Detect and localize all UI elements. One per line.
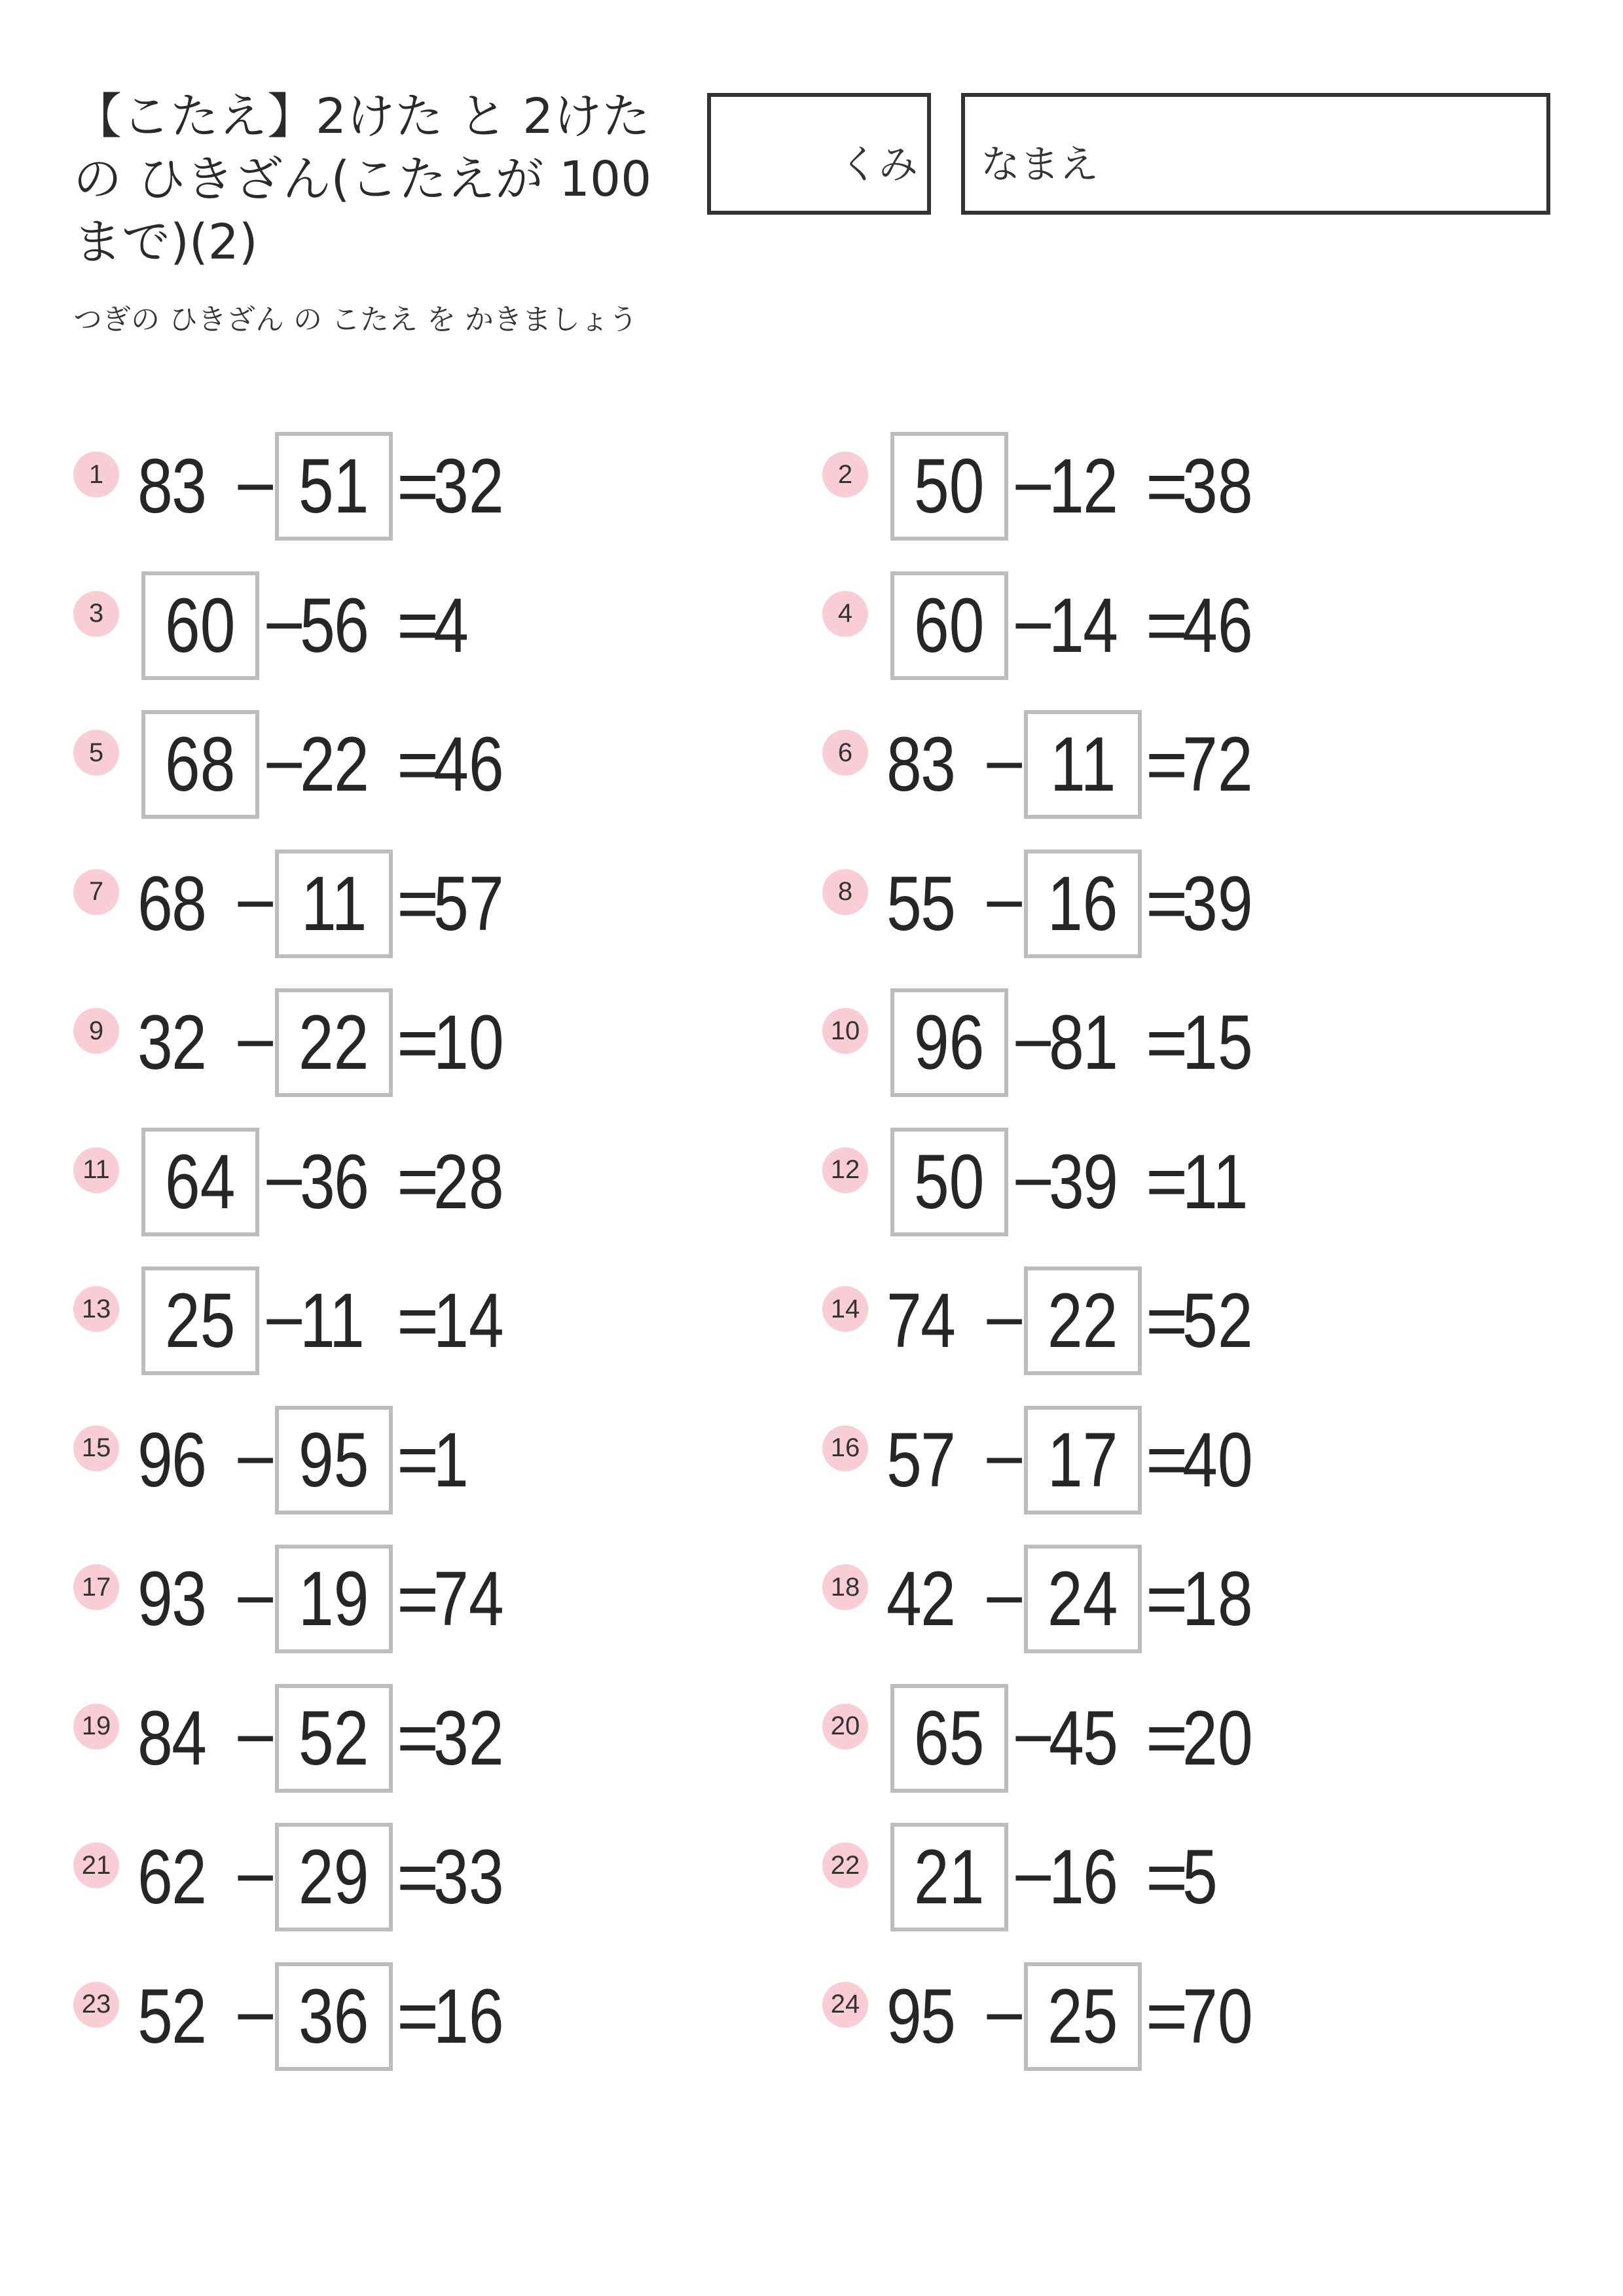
problem-number-badge: 21 <box>73 1842 119 1888</box>
equals-sign: = <box>1146 1976 1188 2056</box>
problem-row <box>73 710 519 819</box>
equals-sign: = <box>397 1141 439 1222</box>
subtrahend: 81 <box>1049 999 1118 1086</box>
difference: 18 <box>1182 1556 1253 1642</box>
answer-value: 51 <box>299 443 369 529</box>
minuend: 32 <box>137 999 206 1086</box>
equals-sign: = <box>1146 1420 1188 1500</box>
minus-sign: − <box>234 1837 277 1918</box>
equals-sign: = <box>1146 1837 1188 1918</box>
answer-value: 65 <box>914 1695 985 1782</box>
problem-row <box>822 1684 1268 1793</box>
problem-number-badge: 6 <box>822 730 868 776</box>
class-label: くみ <box>839 142 918 188</box>
answer-box[interactable] <box>275 1684 393 1793</box>
answer-value: 60 <box>165 582 236 669</box>
subtrahend: 22 <box>300 721 369 808</box>
problem-number-badge: 4 <box>822 591 868 637</box>
problem-row <box>822 571 1268 680</box>
minuend: 52 <box>137 1973 206 2060</box>
difference: 72 <box>1182 721 1253 808</box>
subtrahend: 14 <box>1049 582 1118 669</box>
difference: 14 <box>433 1278 504 1364</box>
answer-value: 16 <box>1048 860 1118 947</box>
answer-box[interactable] <box>890 1684 1008 1793</box>
problem-number-badge: 16 <box>822 1426 868 1471</box>
problem-row <box>822 1406 1268 1515</box>
minuend: 62 <box>137 1834 206 1920</box>
minuend: 96 <box>137 1416 206 1503</box>
problem-number-badge: 15 <box>73 1426 119 1471</box>
problem-number-badge: 17 <box>73 1564 119 1610</box>
problem-row <box>73 1684 519 1793</box>
problem-number-badge: 14 <box>822 1286 868 1332</box>
problem-number-badge: 12 <box>822 1147 868 1193</box>
problem-number-badge: 18 <box>822 1564 868 1610</box>
problem-row <box>73 432 519 541</box>
answer-box[interactable] <box>141 1266 259 1375</box>
difference: 46 <box>433 721 504 808</box>
subtrahend: 45 <box>1049 1695 1118 1782</box>
problem-row <box>822 1962 1268 2071</box>
problem-number-badge: 5 <box>73 730 119 776</box>
difference: 52 <box>1182 1278 1253 1364</box>
answer-value: 21 <box>914 1834 985 1920</box>
problem-row <box>73 850 519 958</box>
name-label: なまえ <box>981 142 1099 188</box>
minuend: 93 <box>137 1556 206 1642</box>
answer-box[interactable] <box>890 1128 1008 1236</box>
answer-box[interactable] <box>1024 1545 1142 1653</box>
minus-sign: − <box>983 1420 1026 1500</box>
minuend: 83 <box>137 443 206 529</box>
problem-row <box>73 1962 519 2071</box>
answer-value: 52 <box>299 1695 369 1782</box>
difference: 33 <box>433 1834 504 1920</box>
equals-sign: = <box>1146 585 1188 666</box>
minus-sign: − <box>1012 1002 1055 1083</box>
difference: 1 <box>433 1416 469 1503</box>
problem-row <box>822 988 1268 1097</box>
minuend: 55 <box>886 860 955 947</box>
subtrahend: 16 <box>1049 1834 1118 1920</box>
answer-value: 50 <box>914 443 985 529</box>
difference: 15 <box>1182 999 1253 1086</box>
answer-value: 64 <box>165 1138 236 1225</box>
answer-box[interactable] <box>890 432 1008 541</box>
equals-sign: = <box>397 1837 439 1918</box>
answer-box[interactable] <box>1024 1266 1142 1375</box>
minus-sign: − <box>983 1280 1026 1361</box>
difference: 39 <box>1182 860 1253 947</box>
equals-sign: = <box>397 585 439 666</box>
problem-number-badge: 9 <box>73 1008 119 1054</box>
problem-number-badge: 2 <box>822 452 868 497</box>
equals-sign: = <box>1146 1002 1188 1083</box>
equals-sign: = <box>1146 1558 1188 1640</box>
difference: 28 <box>433 1138 504 1225</box>
minus-sign: − <box>234 1420 277 1500</box>
answer-value: 60 <box>914 582 985 669</box>
answer-box[interactable] <box>141 710 259 819</box>
instructions: つぎの ひきざん の こたえ を かきましょう <box>73 303 638 336</box>
difference: 70 <box>1182 1973 1253 2060</box>
minus-sign: − <box>983 863 1026 944</box>
equals-sign: = <box>1146 724 1188 805</box>
difference: 20 <box>1182 1695 1253 1782</box>
answer-value: 11 <box>1049 721 1116 808</box>
equals-sign: = <box>1146 863 1188 944</box>
subtrahend: 11 <box>300 1278 364 1364</box>
minus-sign: − <box>263 724 306 805</box>
problem-number-badge: 24 <box>822 1982 868 2028</box>
answer-value: 96 <box>914 999 985 1086</box>
subtrahend: 39 <box>1049 1138 1118 1225</box>
minus-sign: − <box>263 1280 306 1361</box>
answer-value: 25 <box>1048 1973 1118 2060</box>
problem-row <box>822 1128 1263 1236</box>
difference: 4 <box>433 582 469 669</box>
minus-sign: − <box>234 1002 277 1083</box>
answer-box[interactable] <box>275 1545 393 1653</box>
equals-sign: = <box>397 724 439 805</box>
problem-row <box>73 1823 519 1931</box>
difference: 74 <box>433 1556 504 1642</box>
problem-number-badge: 13 <box>73 1286 119 1332</box>
minuend: 68 <box>137 860 206 947</box>
minus-sign: − <box>983 724 1026 805</box>
minus-sign: − <box>1012 1698 1055 1778</box>
difference: 57 <box>433 860 504 947</box>
equals-sign: = <box>1146 1141 1188 1222</box>
problem-row <box>73 1266 519 1375</box>
problem-number-badge: 7 <box>73 869 119 915</box>
equals-sign: = <box>397 446 439 527</box>
answer-value: 24 <box>1048 1556 1118 1642</box>
problem-number-badge: 3 <box>73 591 119 637</box>
equals-sign: = <box>397 1558 439 1640</box>
minus-sign: − <box>983 1558 1026 1640</box>
equals-sign: = <box>1146 1698 1188 1778</box>
problem-row <box>822 1823 1226 1931</box>
answer-box[interactable] <box>275 432 393 541</box>
subtrahend: 36 <box>300 1138 369 1225</box>
answer-box[interactable] <box>275 1823 393 1931</box>
answer-value: 17 <box>1048 1416 1118 1503</box>
answer-box[interactable] <box>275 988 393 1097</box>
minus-sign: − <box>234 1558 277 1640</box>
problem-row <box>822 1266 1268 1375</box>
problem-row <box>73 1406 477 1515</box>
difference: 5 <box>1182 1834 1218 1920</box>
answer-box[interactable] <box>1024 710 1142 819</box>
minus-sign: − <box>1012 1837 1055 1918</box>
minus-sign: − <box>1012 1141 1055 1222</box>
difference: 16 <box>433 1973 504 2060</box>
answer-box[interactable] <box>141 571 259 680</box>
minus-sign: − <box>263 1141 306 1222</box>
difference: 46 <box>1182 582 1253 669</box>
minus-sign: − <box>234 1976 277 2056</box>
difference: 32 <box>433 443 504 529</box>
answer-box[interactable] <box>890 1823 1008 1931</box>
answer-value: 25 <box>165 1278 236 1364</box>
equals-sign: = <box>397 1976 439 2056</box>
minus-sign: − <box>234 1698 277 1778</box>
problem-number-badge: 19 <box>73 1704 119 1749</box>
answer-value: 68 <box>165 721 236 808</box>
equals-sign: = <box>397 863 439 944</box>
answer-value: 36 <box>299 1973 369 2060</box>
subtrahend: 56 <box>300 582 369 669</box>
problem-number-badge: 1 <box>73 452 119 497</box>
minuend: 84 <box>137 1695 206 1782</box>
difference: 40 <box>1182 1416 1253 1503</box>
page-title: 【こたえ】2けた と 2けた の ひきざん(こたえが 100 まで)(2) <box>73 88 652 270</box>
answer-value: 19 <box>299 1556 369 1642</box>
problem-row <box>73 1128 519 1236</box>
answer-box[interactable] <box>890 988 1008 1097</box>
problem-row <box>822 432 1268 541</box>
answer-value: 22 <box>1048 1278 1118 1364</box>
equals-sign: = <box>397 1002 439 1083</box>
difference: 32 <box>433 1695 504 1782</box>
answer-box[interactable] <box>275 1962 393 2071</box>
subtrahend: 12 <box>1049 443 1118 529</box>
answer-value: 11 <box>301 860 367 947</box>
problem-row <box>73 1545 519 1653</box>
answer-box[interactable] <box>1024 1406 1142 1515</box>
minus-sign: − <box>234 863 277 944</box>
minuend: 95 <box>886 1973 955 2060</box>
answer-value: 29 <box>299 1834 369 1920</box>
problem-row <box>73 988 519 1097</box>
answer-value: 50 <box>914 1138 985 1225</box>
difference: 11 <box>1182 1138 1249 1225</box>
minus-sign: − <box>234 446 277 527</box>
difference: 10 <box>433 999 504 1086</box>
problem-number-badge: 20 <box>822 1704 868 1749</box>
equals-sign: = <box>397 1698 439 1778</box>
equals-sign: = <box>397 1280 439 1361</box>
answer-box[interactable] <box>890 571 1008 680</box>
minus-sign: − <box>983 1976 1026 2056</box>
problem-number-badge: 10 <box>822 1008 868 1054</box>
minuend: 57 <box>886 1416 955 1503</box>
equals-sign: = <box>1146 1280 1188 1361</box>
equals-sign: = <box>1146 446 1188 527</box>
answer-value: 95 <box>299 1416 369 1503</box>
answer-box[interactable] <box>1024 850 1142 958</box>
answer-box[interactable] <box>275 1406 393 1515</box>
minuend: 74 <box>886 1278 955 1364</box>
problem-row <box>73 571 477 680</box>
equals-sign: = <box>397 1420 439 1500</box>
answer-value: 22 <box>299 999 369 1086</box>
minus-sign: − <box>263 585 306 666</box>
minus-sign: − <box>1012 446 1055 527</box>
problem-row <box>822 850 1268 958</box>
problem-row <box>822 710 1268 819</box>
problem-number-badge: 22 <box>822 1842 868 1888</box>
problem-row <box>822 1545 1268 1653</box>
problem-number-badge: 11 <box>73 1147 119 1193</box>
minuend: 83 <box>886 721 955 808</box>
answer-box[interactable] <box>1024 1962 1142 2071</box>
answer-box[interactable] <box>141 1128 259 1236</box>
minuend: 42 <box>886 1556 955 1642</box>
difference: 38 <box>1182 443 1253 529</box>
minus-sign: − <box>1012 585 1055 666</box>
problem-number-badge: 8 <box>822 869 868 915</box>
answer-box[interactable] <box>275 850 393 958</box>
problem-number-badge: 23 <box>73 1982 119 2028</box>
